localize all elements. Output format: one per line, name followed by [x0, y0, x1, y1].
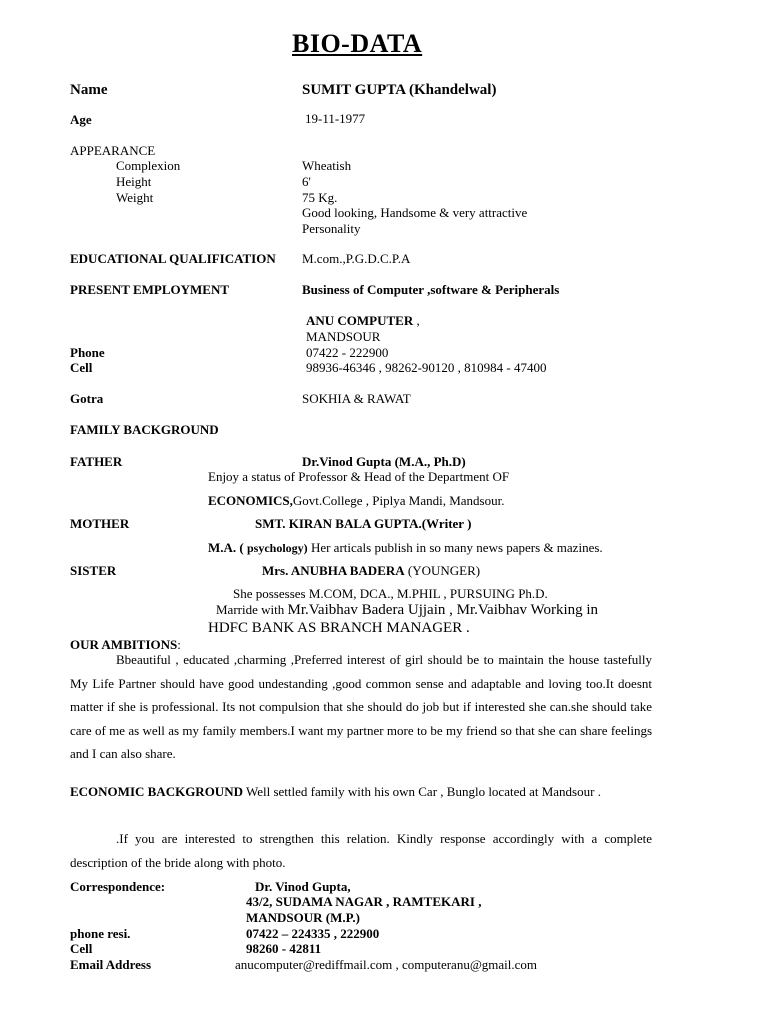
economic-background: [70, 784, 601, 800]
mother-edu-bold: M.A. (: [208, 540, 247, 555]
education-value: M.com.,P.G.D.C.P.A: [302, 251, 411, 266]
height-label: Height: [116, 174, 152, 189]
sister-name: [262, 563, 480, 579]
ambitions-text: Bbeautiful , educated ,charming ,Preferred interest of girl should be to maintain the house tastefully My Life Partner should have good undestanding ,good common sense and adaptable and loving too.It doesnt matter if she is professional. Its not compulsion that she should do job but if interested she can.she should take care of me as well as my family members.I want my partner more to be my friend so that she can share feelings and I can also share.: [70, 652, 652, 761]
father-line-2-rest: Govt.College , Piplya Mandi, Mandsour.: [292, 493, 505, 508]
sister-line-2: [216, 601, 598, 619]
correspondence-cell-value: 98260 - 42811: [246, 941, 322, 956]
correspondence-cell-label: Cell: [70, 941, 93, 956]
cell-label: Cell: [70, 360, 93, 375]
correspondence-name: Dr. Vinod Gupta,: [255, 879, 351, 894]
company-name-text: ANU COMPUTER: [306, 313, 414, 328]
closing-text: .If you are interested to strengthen this relation. Kindly response accordingly with a complete description of the bride along with photo.: [70, 831, 652, 870]
phone-resi-value: 07422 – 224335 , 222900: [246, 926, 380, 941]
name-label: Name: [70, 82, 108, 98]
economic-value: Well settled family with his own Car , Bunglo located at Mandsour .: [242, 784, 601, 799]
name-value: SUMIT GUPTA (Khandelwal): [302, 82, 497, 98]
closing-paragraph: [70, 827, 652, 874]
employment-value: Business of Computer ,software & Peripherals: [302, 282, 560, 297]
age-label: Age: [70, 112, 92, 127]
mother-label: MOTHER: [70, 516, 130, 531]
sister-line-2-b: Mr.Vaibhav Badera Ujjain , Mr.Vaibhav Working in: [287, 602, 599, 618]
complexion-value: Wheatish: [302, 158, 352, 173]
gotra-label: Gotra: [70, 391, 104, 406]
father-line-2-bold: ECONOMICS,: [208, 493, 293, 508]
personality-value: Personality: [302, 221, 361, 236]
company-name: [306, 313, 420, 329]
correspondence-address-1: 43/2, SUDAMA NAGAR , RAMTEKARI ,: [246, 894, 482, 909]
weight-label: Weight: [116, 190, 154, 205]
looks-value: Good looking, Handsome & very attractive: [302, 205, 528, 220]
phone-value: 07422 - 222900: [306, 345, 389, 360]
father-name: Dr.Vinod Gupta (M.A., Ph.D): [302, 454, 466, 469]
education-label: EDUCATIONAL QUALIFICATION: [70, 251, 276, 266]
phone-resi-label: phone resi.: [70, 926, 131, 941]
email-label: Email Address: [70, 957, 152, 972]
page-title: BIO-DATA: [292, 29, 423, 58]
mother-name: SMT. KIRAN BALA GUPTA.(Writer ): [255, 516, 472, 531]
ambitions-label: OUR AMBITIONS: [70, 637, 178, 652]
company-city: MANDSOUR: [306, 329, 381, 344]
economic-label: ECONOMIC BACKGROUND: [70, 784, 243, 799]
sister-name-bold: Mrs. ANUBHA BADERA: [262, 563, 405, 578]
company-name-suffix: ,: [413, 313, 420, 328]
gotra-value: SOKHIA & RAWAT: [302, 391, 411, 406]
complexion-label: Complexion: [116, 158, 181, 173]
mother-edu-rest: Her articals publish in so many news papers & mazines.: [307, 540, 603, 555]
sister-line-2-a: Marride with: [216, 602, 288, 617]
sister-name-rest: (YOUNGER): [404, 563, 481, 578]
sister-label: SISTER: [70, 563, 117, 578]
father-line-1: Enjoy a status of Professor & Head of the Department OF: [208, 469, 510, 484]
ambitions-colon: :: [177, 637, 181, 652]
height-value: 6': [302, 174, 311, 189]
employment-label: PRESENT EMPLOYMENT: [70, 282, 230, 297]
cell-value: 98936-46346 , 98262-90120 , 810984 - 47400: [306, 360, 547, 375]
mother-education: [208, 540, 603, 556]
weight-value: 75 Kg.: [302, 190, 338, 205]
family-background-label: FAMILY BACKGROUND: [70, 422, 219, 437]
age-value: 19-11-1977: [305, 111, 366, 126]
email-value: anucomputer@rediffmail.com , computeranu@gmail.com: [235, 957, 538, 972]
ambitions-paragraph: [70, 648, 652, 766]
correspondence-label: Correspondence:: [70, 879, 166, 894]
mother-edu-small: psychology): [247, 541, 308, 555]
sister-line-1: She possesses M.COM, DCA., M.PHIL , PURSUING Ph.D.: [233, 586, 548, 601]
sister-line-3: HDFC BANK AS BRANCH MANAGER .: [208, 620, 470, 636]
father-label: FATHER: [70, 454, 123, 469]
father-line-2: [208, 493, 504, 509]
phone-label: Phone: [70, 345, 105, 360]
correspondence-address-2: MANDSOUR (M.P.): [246, 910, 360, 925]
appearance-label: APPEARANCE: [70, 143, 156, 158]
